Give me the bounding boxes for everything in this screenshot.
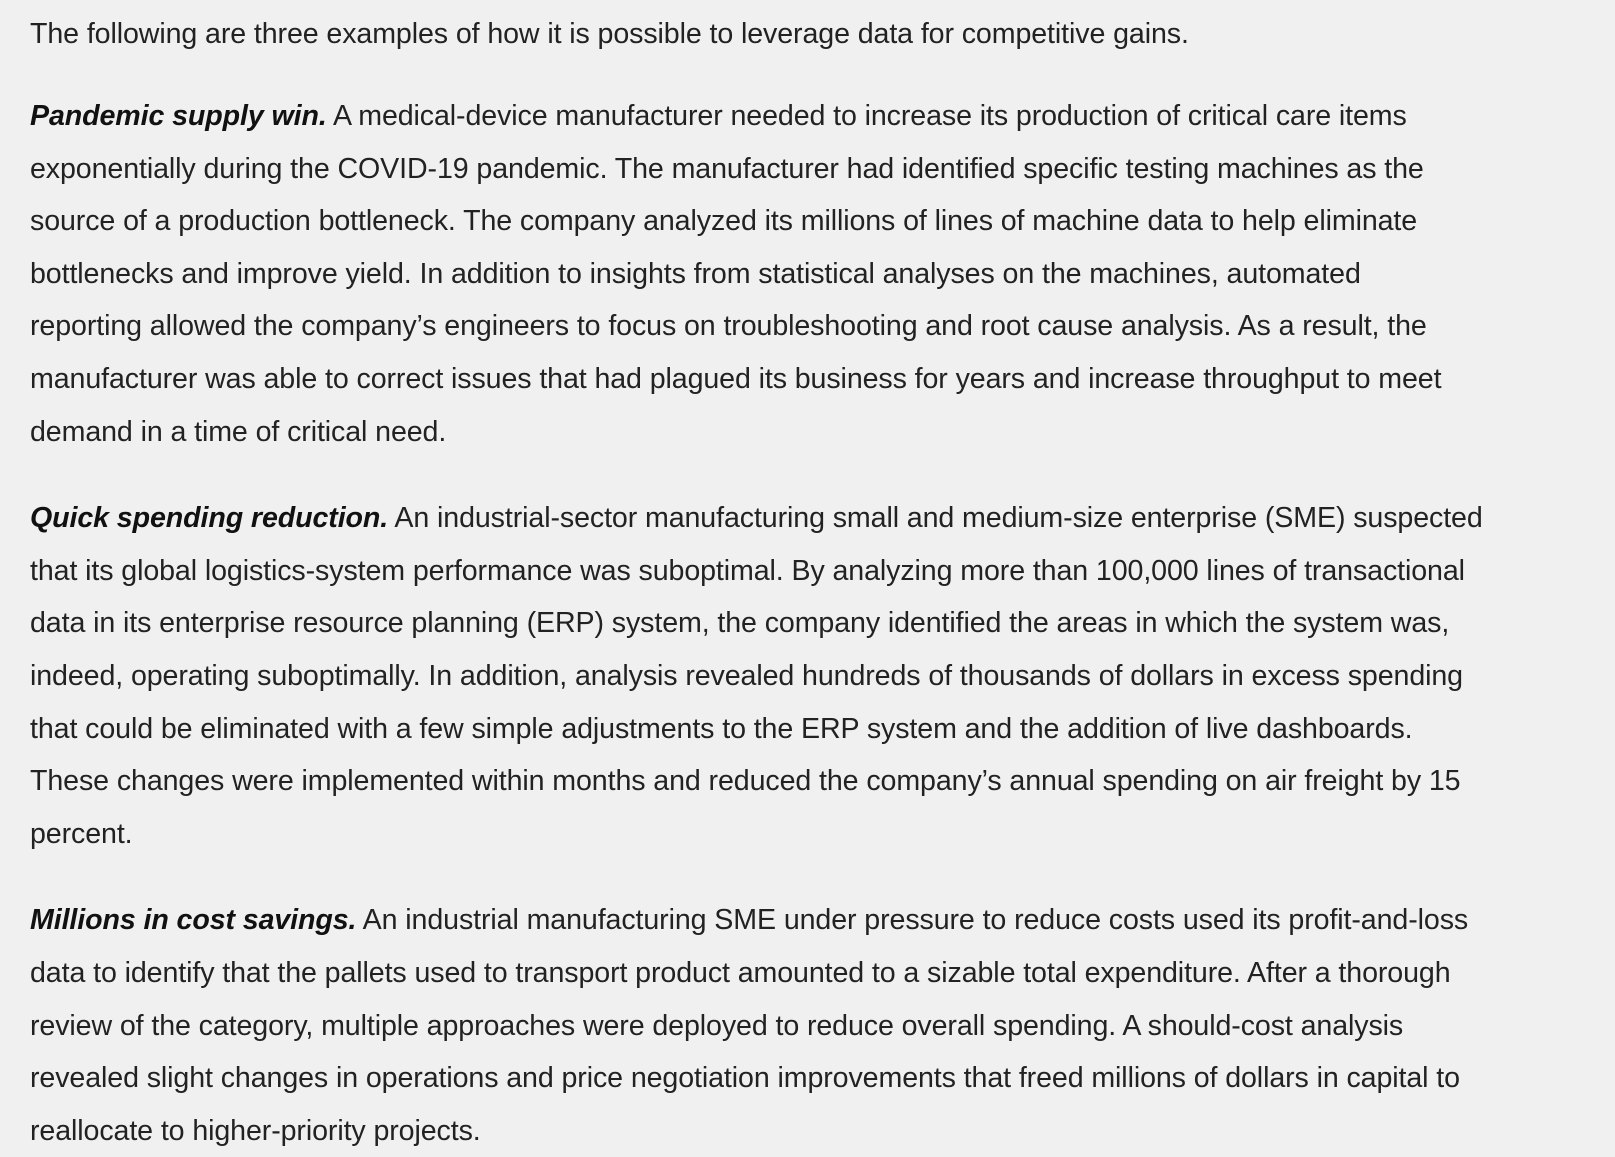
example-line <box>30 90 1580 143</box>
example-text: An industrial-sector manufacturing small and medium-size enterprise (SME) suspected <box>388 502 1483 535</box>
example-line: data in its enterprise resource planning (ERP) system, the company identified the areas in which the system was, <box>30 607 1450 640</box>
example-pandemic-supply-win <box>30 90 1580 458</box>
example-line <box>30 492 1580 545</box>
example-quick-spending-reduction <box>30 492 1580 860</box>
example-line: manufacturer was able to correct issues that had plagued its business for years and increase throughput to meet <box>30 362 1442 395</box>
example-line <box>30 894 1580 947</box>
example-line: data to identify that the pallets used to transport product amounted to a sizable total expenditure. After a thorough <box>30 956 1451 989</box>
example-line: review of the category, multiple approaches were deployed to reduce overall spending. A should-cost analysis <box>30 1009 1404 1042</box>
example-line: revealed slight changes in operations and price negotiation improvements that freed millions of dollars in capital to <box>30 1062 1460 1095</box>
example-lead-heading: Quick spending reduction. <box>30 502 389 535</box>
example-text: A medical-device manufacturer needed to increase its production of critical care items <box>326 100 1407 132</box>
example-text: An industrial manufacturing SME under pressure to reduce costs used its profit-and-loss <box>356 904 1469 937</box>
intro-paragraph: The following are three examples of how it is possible to leverage data for competitive gains. <box>30 18 1189 50</box>
example-line: indeed, operating suboptimally. In addition, analysis revealed hundreds of thousands of dollars in excess spending <box>30 659 1463 692</box>
example-lead-heading: Millions in cost savings. <box>30 904 357 937</box>
example-line: that its global logistics-system performance was suboptimal. By analyzing more than 100,000 lines of transactional <box>30 554 1465 587</box>
example-line: These changes were implemented within months and reduced the company’s annual spending on air freight by 15 <box>30 765 1461 798</box>
example-line: that could be eliminated with a few simple adjustments to the ERP system and the addition of live dashboards. <box>30 712 1413 745</box>
example-line: demand in a time of critical need. <box>30 415 447 448</box>
example-line: percent. <box>30 817 133 850</box>
example-line: source of a production bottleneck. The company analyzed its millions of lines of machine data to help eliminate <box>30 205 1418 238</box>
example-line: reporting allowed the company’s engineers to focus on troubleshooting and root cause analysis. As a result, the <box>30 310 1427 343</box>
example-millions-in-cost-savings <box>30 894 1580 1157</box>
example-line: bottlenecks and improve yield. In addition to insights from statistical analyses on the machines, automated <box>30 257 1361 290</box>
example-line: exponentially during the COVID-19 pandemic. The manufacturer had identified specific testing machines as the <box>30 152 1424 185</box>
example-line: reallocate to higher-priority projects. <box>30 1114 481 1147</box>
example-lead-heading: Pandemic supply win. <box>30 100 327 132</box>
